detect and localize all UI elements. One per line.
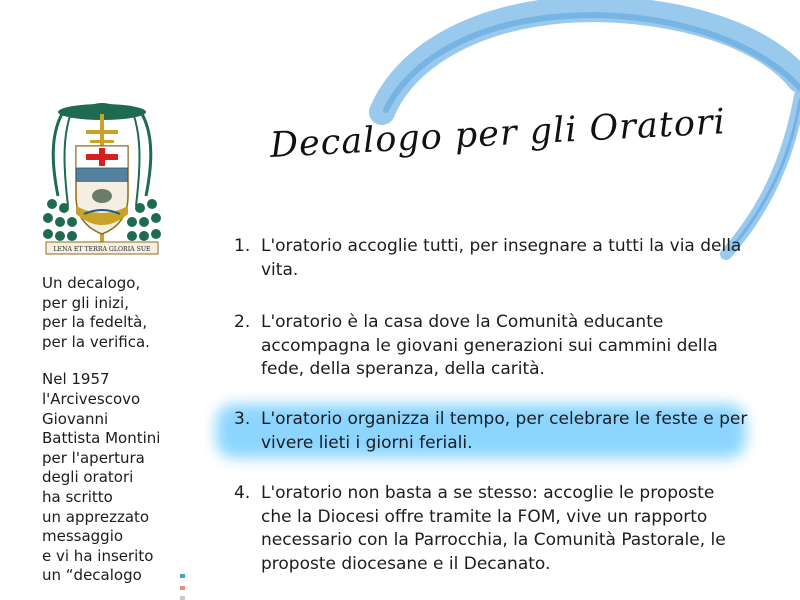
- list-item-highlighted: [228, 408, 748, 455]
- motto-text: LENA ET TERRA GLORIA SUE: [53, 246, 151, 253]
- sidebar-line: Battista Montini: [42, 429, 161, 448]
- sidebar-line: l'Arcivescovo: [42, 389, 141, 408]
- coat-of-arms-emblem: [40, 96, 164, 272]
- sidebar-line: e vi ha inserito: [42, 546, 154, 565]
- item-number: 2.: [234, 312, 251, 332]
- decorative-dots: [178, 572, 188, 600]
- sidebar-line: ha scritto: [42, 487, 113, 506]
- sidebar-line: un “decalogo: [42, 566, 142, 585]
- sidebar-line: per l'apertura: [42, 448, 145, 467]
- list-item: [228, 235, 748, 282]
- sidebar-text: [42, 274, 172, 586]
- item-number: 4.: [234, 483, 251, 503]
- page-title: Decalogo per gli Oratori: [268, 102, 727, 166]
- sidebar-line: degli oratori: [42, 468, 134, 487]
- item-text: L'oratorio accoglie tutti, per insegnare a tutti la via della vita.: [261, 236, 742, 280]
- sidebar-line: Giovanni: [42, 409, 109, 428]
- sidebar-line: un apprezzato: [42, 507, 150, 526]
- item-text: L'oratorio non basta a se stesso: accoglie le proposte che la Diocesi offre tramite la FOM, vive un rapporto necessario con la Parrocchia, la Comunità Pastorale, le proposte diocesane e il Decanato.: [261, 483, 726, 574]
- sidebar-line: messaggio: [42, 527, 124, 546]
- list-item: [228, 311, 748, 382]
- sidebar-line: per la verifica.: [42, 332, 150, 351]
- sidebar-spacer: [42, 352, 172, 370]
- sidebar-line: per gli inizi,: [42, 293, 129, 312]
- sidebar-line: per la fedeltà,: [42, 313, 148, 332]
- sidebar-line: Un decalogo,: [42, 274, 141, 292]
- item-number: 3.: [234, 409, 251, 429]
- item-number: 1.: [234, 236, 251, 256]
- item-text: L'oratorio è la casa dove la Comunità educante accompagna le giovani generazioni sui cammini della fede, della speranza, della carità.: [261, 312, 718, 379]
- item-text: L'oratorio organizza il tempo, per celebrare le feste e per vivere lieti i giorni feriali.: [261, 409, 748, 453]
- list-item: [228, 482, 748, 576]
- sidebar-line: Nel 1957: [42, 370, 110, 389]
